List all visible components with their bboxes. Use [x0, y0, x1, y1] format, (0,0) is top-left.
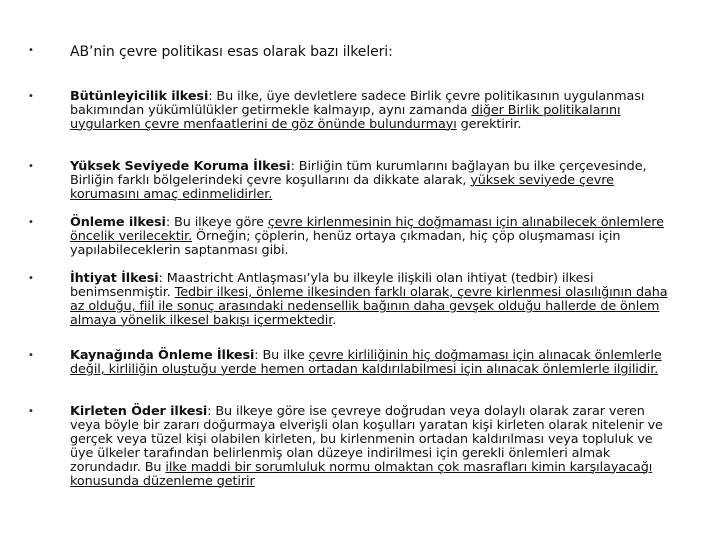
principle-text	[70, 405, 670, 488]
principle-term: Önleme ilkesi	[70, 215, 166, 230]
intro-text: AB’nin çevre politikası esas olarak bazı ilkeleri:	[70, 44, 393, 60]
principle-underlined: Tedbir ilkesi, önleme ilkesinden farklı olarak, çevre kirlenmesi olasılığının daha az olduğu, fiil ile sonuç arasındaki nedensellik bağının daha gevşek olduğu hallerde de önlem almaya yönelik ilkesel bakışı içermektedir	[70, 284, 668, 328]
bullet-marker: •	[28, 273, 34, 284]
principle-underlined: yüksek seviyede çevre korumasını amaç edinmelidirler.	[70, 172, 614, 202]
principle-term: Yüksek Seviyede Koruma İlkesi	[70, 159, 291, 174]
bullet-marker: •	[28, 406, 34, 417]
principle-sep: :	[165, 215, 175, 230]
principle-term: İhtiyat İlkesi	[70, 271, 159, 286]
principle-underlined: çevre kirliliğinin hiç doğmaması için alınacak önlemlerle değil, kirliliğin oluştuğu yerde hemen ortadan kaldırılabilmesi için alınacak önlemlerle ilgilidir.	[70, 348, 662, 377]
principle-underlined: diğer Birlik politikalarını uygularken çevre menfaatlerini de göz önünde bulundurmayı	[70, 102, 621, 132]
principle-text	[70, 90, 670, 132]
principle-text	[70, 349, 670, 377]
principle-body: Bu ilkeye göre	[174, 215, 268, 230]
principle-body: Bu ilke, üye devletlere sadece Birlik çevre politikasının uygulanması bakımından yükümlülükler getirmekle kalmayıp, aynı zamanda	[70, 89, 645, 118]
principle-text	[70, 272, 670, 328]
bullet-marker: •	[28, 350, 34, 361]
principle-body: Birliğin tüm kurumlarını bağlayan bu ilke çerçevesinde, Birliğin farklı bölgelerindeki çevre koşullarını da dikkate alarak,	[70, 159, 647, 188]
principle-sep: :	[290, 159, 299, 174]
principle-term: Kirleten Öder ilkesi	[70, 404, 208, 419]
principle-body-end: Örneğin; çöplerin, henüz ortaya çıkmadan, hiç çöp oluşmaması için yapılabileceklerin saptanması gibi.	[70, 228, 621, 258]
principle-text	[70, 160, 670, 202]
bullet-marker: •	[28, 217, 34, 228]
principle-body: Maastricht Antlaşması’yla bu ilkeyle ilişkili olan ihtiyat (tedbir) ilkesi benimsenmiştir.	[70, 271, 594, 300]
principle-sep: :	[254, 348, 263, 363]
principle-term: Kaynağında Önleme İlkesi	[70, 348, 255, 363]
principle-body: Bu ilkeye göre ise çevreye doğrudan veya dolaylı olarak zarar veren veya böyle bir zararı doğurmaya elverişli olan koşulları yaratan kişi kirleten olarak nitelenir ve gerçek veya tüzel kişi olabilen kirleten, bu kirlenmenin ortadan kaldırılması veya topluluk ve üye ülkeler tarafından belirlenmiş olan düzeye indirilmesi için gerekli önlemleri almak zorundadır. Bu	[70, 404, 663, 475]
principle-text	[70, 216, 670, 258]
principle-body-end: .	[332, 312, 337, 328]
principle-body-end: gerektirir.	[456, 116, 522, 132]
bullet-marker: •	[28, 45, 34, 56]
principle-body: Bu ilke	[262, 348, 309, 363]
principle-term: Bütünleyicilik ilkesi	[70, 89, 209, 104]
principle-sep: :	[207, 404, 216, 419]
principle-sep: :	[158, 271, 167, 286]
bullet-marker: •	[28, 91, 34, 102]
bullet-marker: •	[28, 161, 34, 172]
principle-underlined: çevre kirlenmesinin hiç doğmaması için alınabilecek önlemlere öncelik verilecektir.	[70, 215, 664, 244]
principle-underlined: ilke maddi bir sorumluluk normu olmaktan çok masrafları kimin karşılayacağı konusunda düzenleme getirir	[70, 459, 653, 489]
principle-sep: :	[208, 89, 217, 104]
